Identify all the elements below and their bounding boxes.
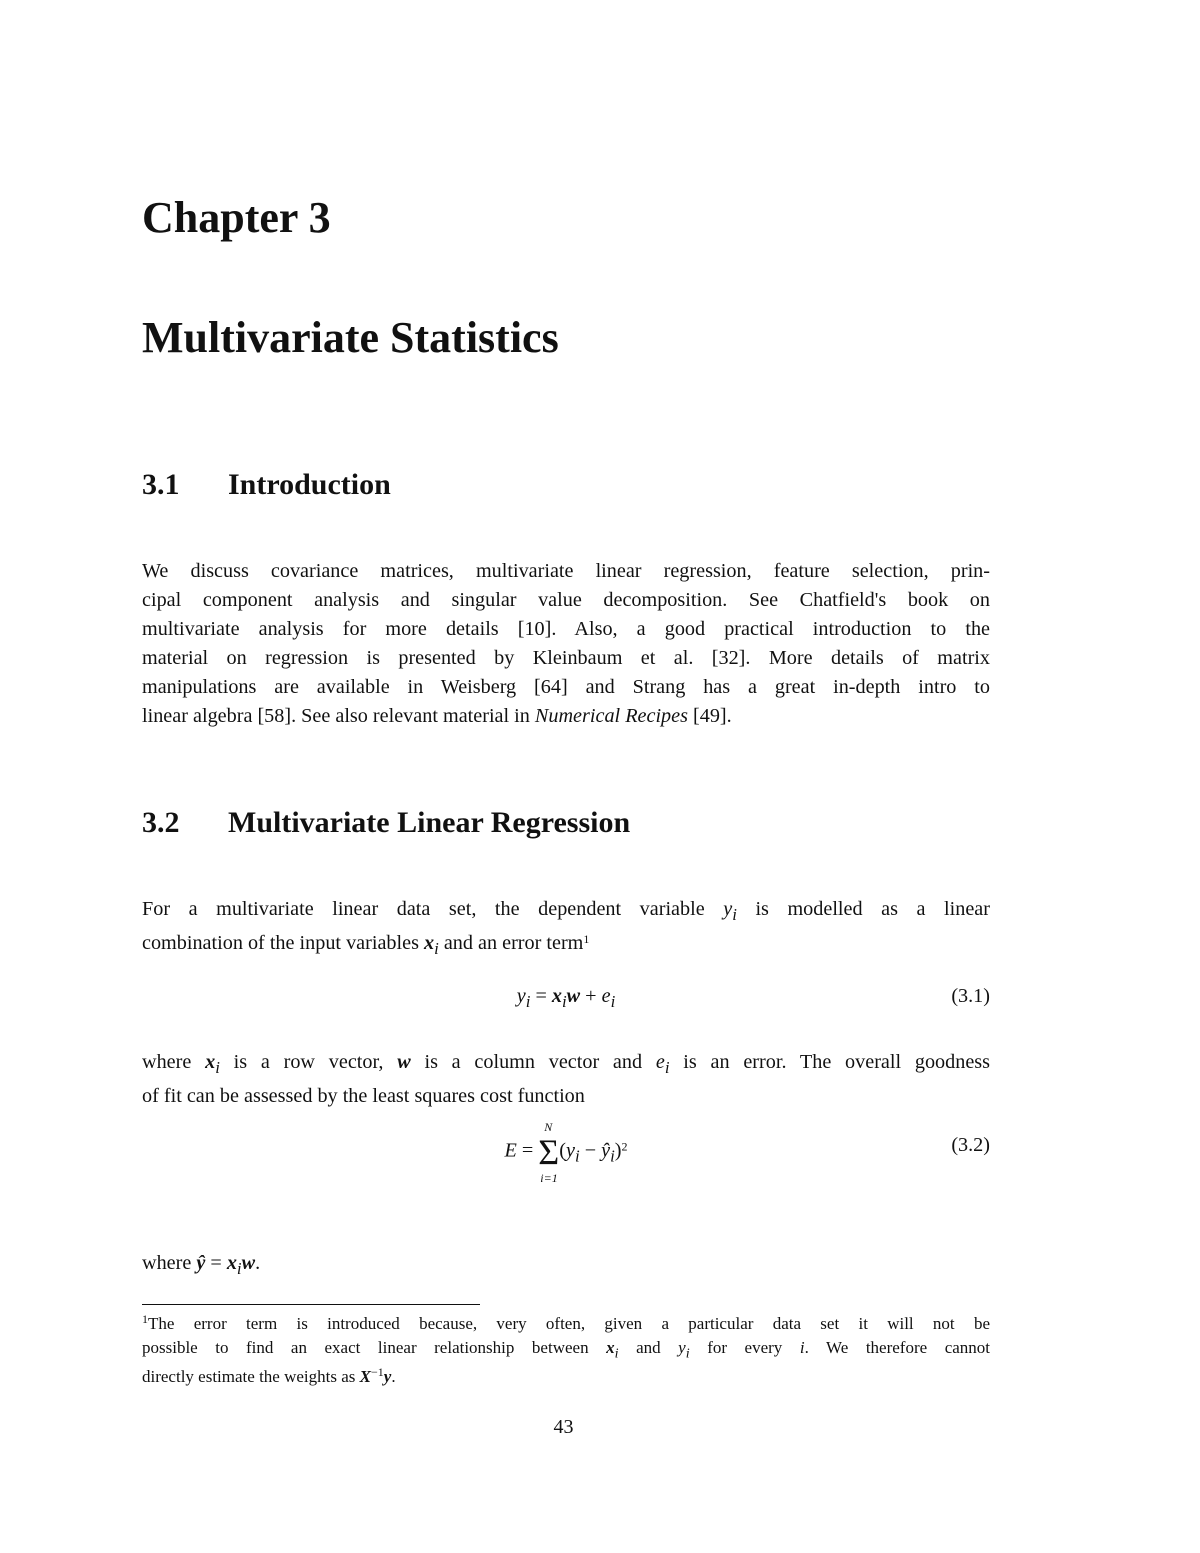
text-run: possible to find an exact linear relationship between xyxy=(142,1338,607,1357)
math-sub: i xyxy=(610,992,616,1012)
sum-upper-limit: N xyxy=(544,1120,553,1134)
math-op: ( xyxy=(559,1139,566,1162)
math-power: 2 xyxy=(621,1139,628,1154)
equation-body xyxy=(142,985,990,1012)
math-var: x xyxy=(205,1051,216,1073)
chapter-label: Chapter 3 xyxy=(142,193,331,242)
text-run: is an error. The overall goodness xyxy=(669,1051,990,1073)
math-sub: i xyxy=(434,939,439,959)
text-run: combination of the input variables xyxy=(142,932,424,955)
footnote-marker[interactable]: 1 xyxy=(583,932,590,947)
math-var: w xyxy=(241,1252,256,1274)
math-var: e xyxy=(601,985,611,1007)
math-op: = xyxy=(530,985,552,1007)
math-var: E xyxy=(504,1139,517,1162)
text-run: [49]. xyxy=(687,705,732,727)
math-var: x xyxy=(551,985,562,1007)
math-sub: i xyxy=(574,1146,580,1166)
math-sub: i xyxy=(610,1146,615,1166)
math-op: = xyxy=(516,1139,539,1162)
section-number: 3.1 xyxy=(142,468,180,501)
math-sub: i xyxy=(215,1058,220,1078)
math-var: x xyxy=(424,932,435,955)
math-sub: i xyxy=(561,992,567,1012)
math-sub: i xyxy=(236,1259,242,1279)
math-op: = xyxy=(205,1252,227,1274)
paragraph-line: multivariate analysis for more details [10]. Also, a good practical introduction to the xyxy=(142,618,990,640)
footnote xyxy=(142,1312,990,1389)
paragraph-line: material on regression is presented by Kleinbaum et al. [32]. More details of matrix xyxy=(142,647,990,669)
footnote-line xyxy=(142,1365,990,1389)
footnote-line xyxy=(142,1336,990,1365)
math-op: + xyxy=(580,985,602,1007)
math-var: y xyxy=(678,1338,686,1357)
text-run: linear algebra [58]. See also relevant material in xyxy=(142,705,535,727)
fit-paragraph xyxy=(142,1048,990,1111)
text-run: for every xyxy=(689,1338,800,1357)
sum-lower-limit: i=1 xyxy=(540,1171,558,1185)
math-power: −1 xyxy=(370,1365,384,1380)
text-run: The error term is introduced because, very often, given a particular data set it will not be xyxy=(148,1314,990,1333)
text-run: is a row vector, xyxy=(219,1051,398,1073)
text-run: where xyxy=(142,1051,206,1073)
text-run: where xyxy=(142,1252,197,1274)
text-run: is modelled as a linear xyxy=(736,898,990,920)
paragraph-line: cipal component analysis and singular value decomposition. See Chatfield's book on xyxy=(142,589,990,611)
footnote-mark: 1 xyxy=(142,1312,148,1326)
equation-body xyxy=(142,1120,990,1185)
text-run: directly estimate the weights as xyxy=(142,1367,360,1387)
paragraph-line xyxy=(142,702,990,731)
section-title: Multivariate Linear Regression xyxy=(228,806,631,839)
paragraph-line: We discuss covariance matrices, multivariate linear regression, feature selection, prin- xyxy=(142,560,990,582)
text-run: . xyxy=(255,1252,261,1274)
equation-3-1 xyxy=(142,985,990,1025)
math-var: w xyxy=(397,1051,411,1073)
math-sub: i xyxy=(525,992,531,1012)
section-title: Introduction xyxy=(228,468,391,501)
footnote-rule xyxy=(142,1304,480,1305)
math-var: i xyxy=(799,1338,805,1357)
text-run: . xyxy=(391,1367,396,1387)
paragraph-line: manipulations are available in Weisberg [64] and Strang has a great in-depth intro to xyxy=(142,676,990,698)
math-var: e xyxy=(655,1051,665,1073)
math-var: X xyxy=(359,1367,371,1387)
where-yhat-line xyxy=(142,1252,260,1279)
paragraph-line xyxy=(142,1048,990,1082)
paragraph-line: of fit can be assessed by the least squares cost function xyxy=(142,1085,585,1108)
section-heading-introduction xyxy=(142,468,391,502)
paragraph-line xyxy=(142,929,990,963)
text-run: and xyxy=(618,1338,679,1357)
math-var: x xyxy=(606,1338,615,1357)
math-var: y xyxy=(723,898,733,920)
math-sub: i xyxy=(685,1345,690,1362)
section-heading-regression xyxy=(142,806,630,840)
math-sub: i xyxy=(664,1058,670,1078)
paragraph-line xyxy=(142,895,990,929)
introduction-paragraph xyxy=(142,557,990,731)
math-var: y xyxy=(565,1139,575,1162)
math-var: w xyxy=(566,985,581,1007)
regression-intro-paragraph xyxy=(142,895,990,963)
text-run: . We therefore cannot xyxy=(804,1338,991,1357)
equation-number: (3.2) xyxy=(951,1134,990,1156)
equation-number: (3.1) xyxy=(951,985,990,1007)
equation-3-2 xyxy=(142,1120,990,1204)
text-run: and an error term xyxy=(438,932,584,955)
text-run: For a multivariate linear data set, the dependent variable xyxy=(142,898,724,920)
math-var: x xyxy=(226,1252,237,1274)
math-sub: i xyxy=(732,905,737,925)
footnote-line xyxy=(142,1312,990,1336)
book-title: Numerical Recipes xyxy=(534,705,688,727)
math-op: − xyxy=(579,1139,602,1162)
sum-symbol: Σ xyxy=(538,1132,560,1172)
math-var: y xyxy=(383,1367,392,1387)
page-number: 43 xyxy=(553,1416,574,1438)
summation xyxy=(538,1120,560,1185)
chapter-title: Multivariate Statistics xyxy=(142,313,559,362)
text-run: is a column vector and xyxy=(410,1051,656,1073)
math-var: ŷ xyxy=(601,1139,611,1162)
section-number: 3.2 xyxy=(142,806,180,839)
math-sub: i xyxy=(614,1345,619,1362)
math-op: ) xyxy=(614,1139,622,1162)
math-var: y xyxy=(516,985,526,1007)
math-var: ŷ xyxy=(196,1252,206,1274)
